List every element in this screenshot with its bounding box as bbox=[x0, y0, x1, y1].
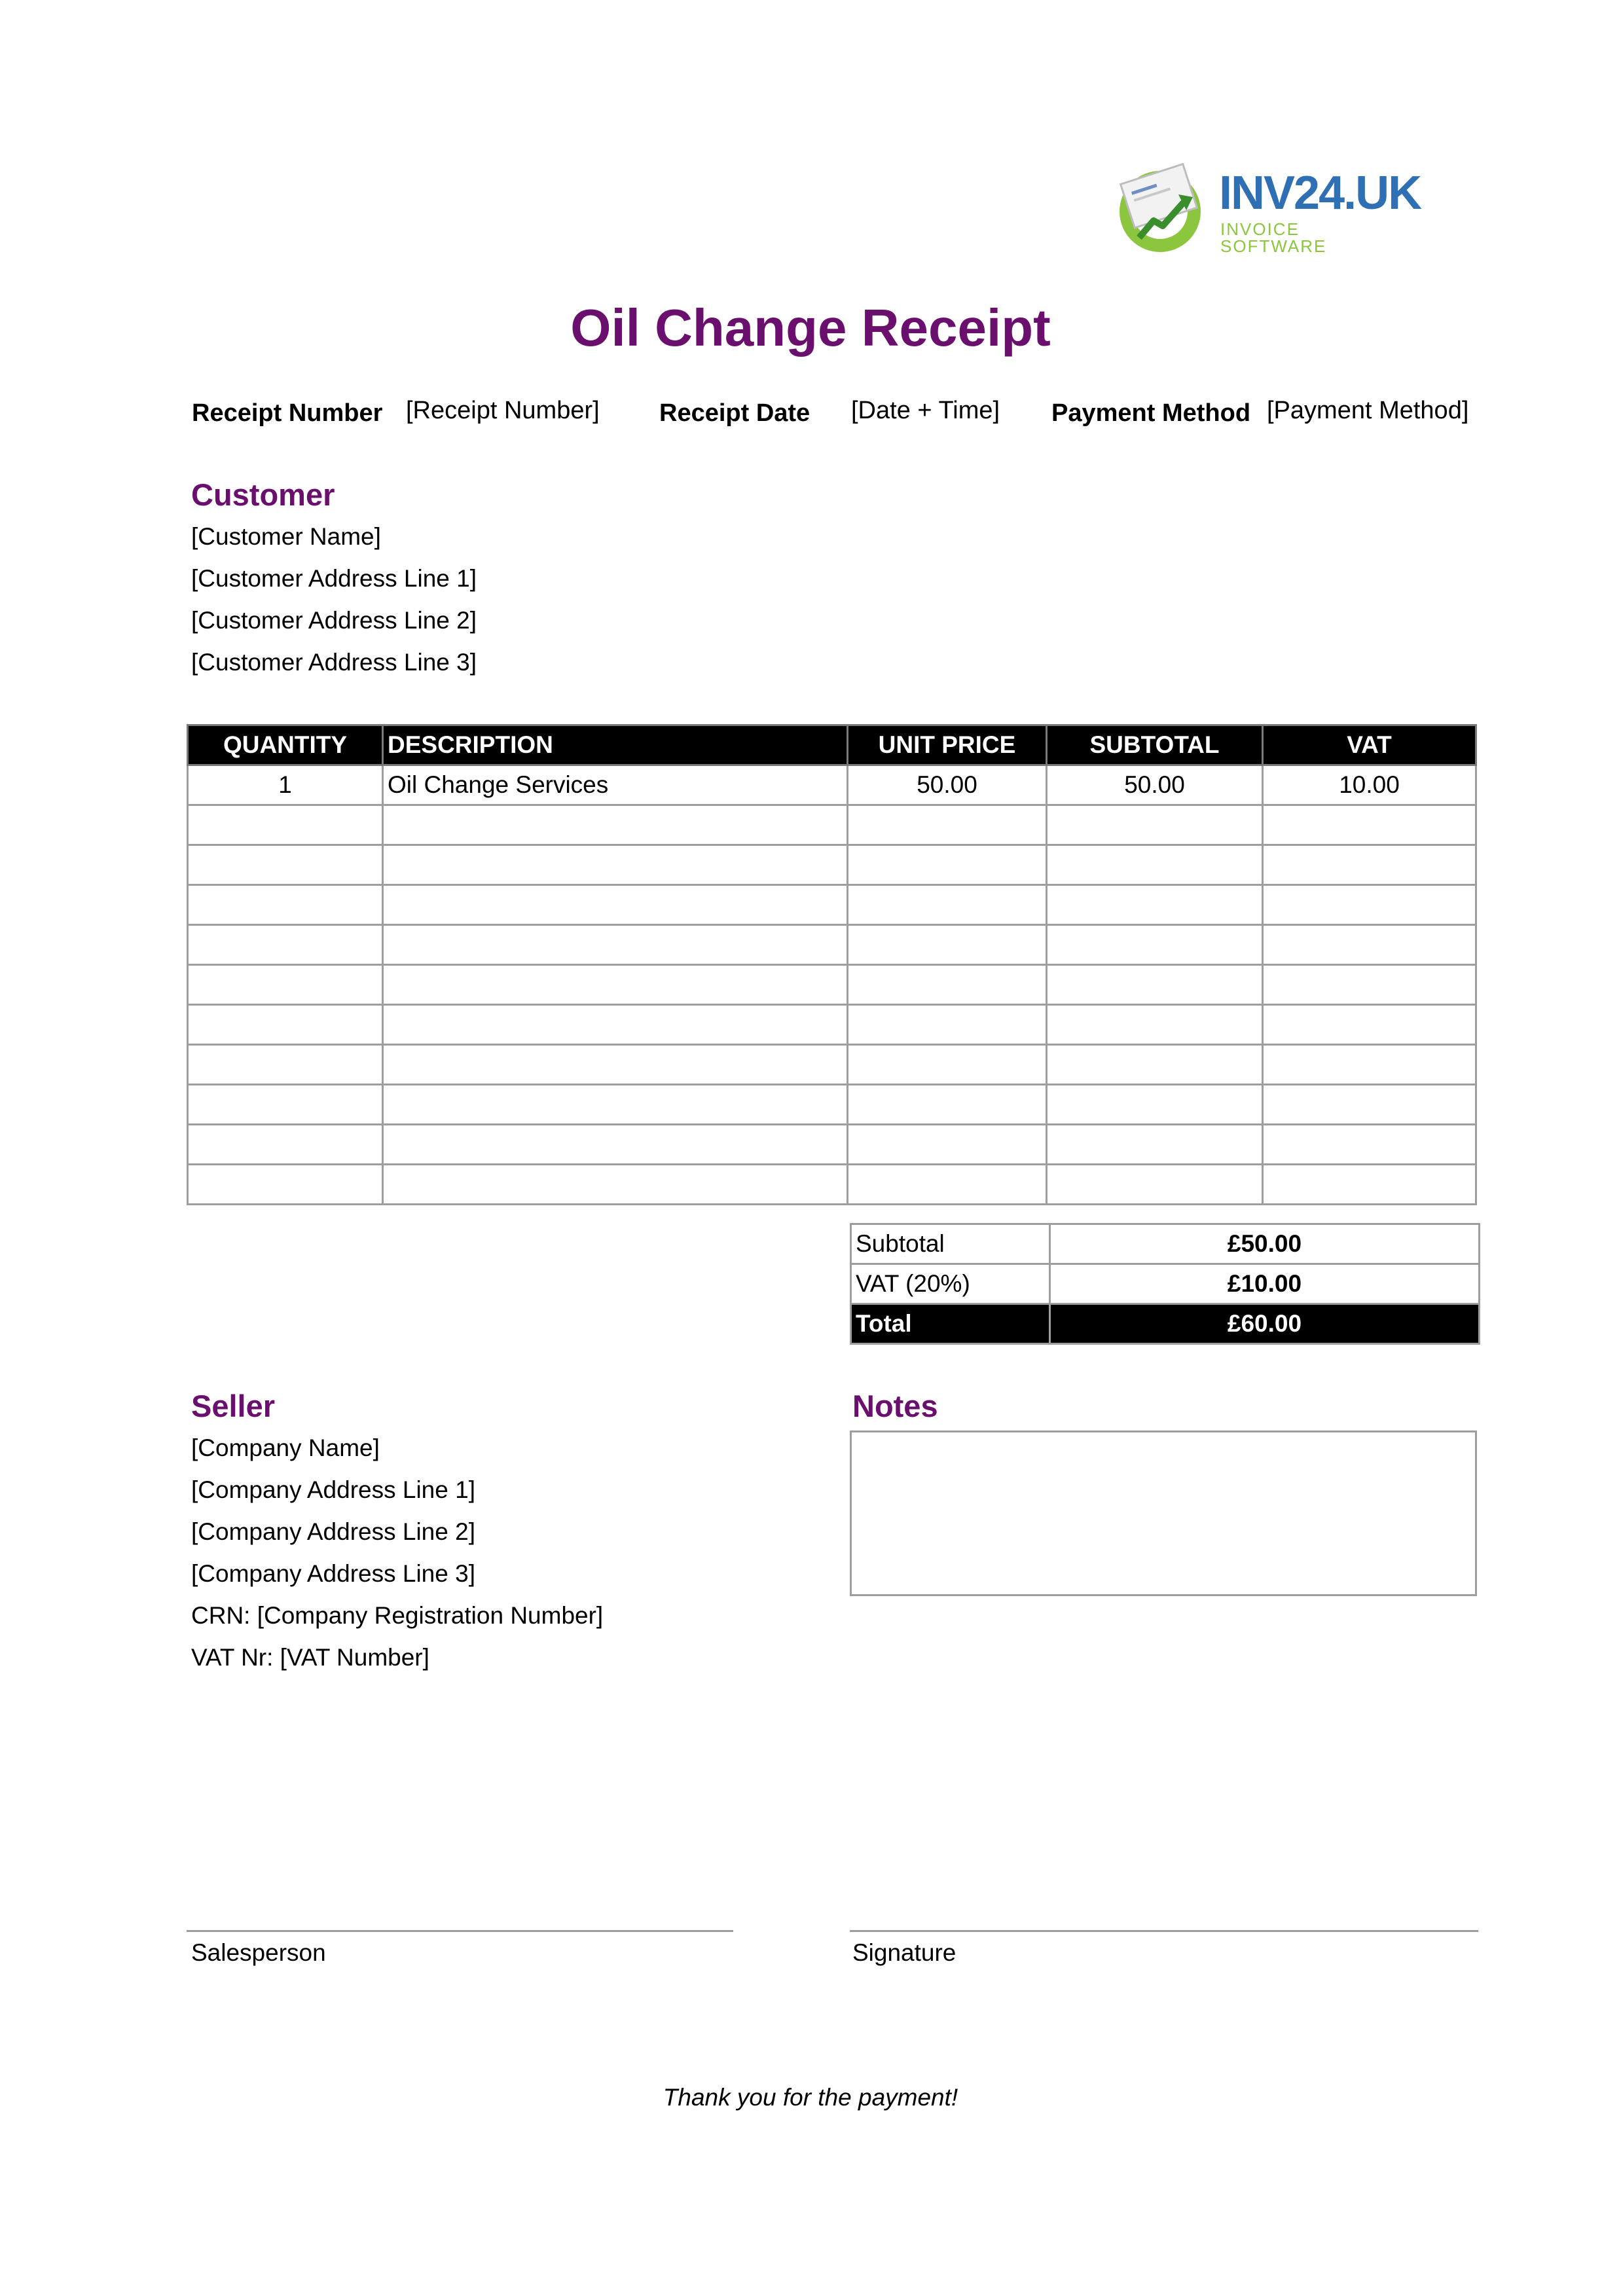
logo-tagline: INVOICE SOFTWARE bbox=[1220, 219, 1327, 256]
seller-address-line-3: [Company Address Line 3] bbox=[191, 1560, 475, 1587]
cell-quantity bbox=[188, 1005, 383, 1045]
signature-label: Signature bbox=[852, 1939, 956, 1966]
table-row bbox=[188, 885, 1476, 925]
payment-method-value: [Payment Method] bbox=[1267, 397, 1469, 424]
notes-heading: Notes bbox=[852, 1389, 938, 1423]
cell-subtotal bbox=[1047, 1045, 1263, 1085]
cell-vat bbox=[1263, 925, 1476, 965]
subtotal-label: Subtotal bbox=[851, 1224, 1050, 1264]
total-row bbox=[851, 1304, 1480, 1344]
seller-block bbox=[191, 1427, 603, 1679]
seller-address-line-2: [Company Address Line 2] bbox=[191, 1518, 475, 1545]
cell-subtotal bbox=[1047, 1165, 1263, 1205]
cell-subtotal bbox=[1047, 1005, 1263, 1045]
receipt-date-label: Receipt Date bbox=[659, 399, 810, 427]
signature-line bbox=[850, 1930, 1478, 1932]
cell-quantity bbox=[188, 845, 383, 885]
table-row bbox=[188, 925, 1476, 965]
totals-table bbox=[850, 1223, 1480, 1345]
notes-box[interactable] bbox=[850, 1430, 1477, 1596]
cell-description bbox=[383, 1045, 848, 1085]
receipt-date-value: [Date + Time] bbox=[851, 397, 1000, 424]
logo-wordmark: INV24.UK bbox=[1219, 167, 1421, 219]
cell-vat bbox=[1263, 1165, 1476, 1205]
subtotal-row bbox=[851, 1224, 1480, 1264]
customer-address-line-2: [Customer Address Line 2] bbox=[191, 607, 477, 634]
vat-value: £10.00 bbox=[1050, 1264, 1480, 1304]
seller-company-name: [Company Name] bbox=[191, 1434, 380, 1461]
column-header-vat: VAT bbox=[1263, 725, 1476, 765]
page-title: Oil Change Receipt bbox=[570, 299, 1051, 357]
cell-description bbox=[383, 965, 848, 1005]
cell-subtotal bbox=[1047, 805, 1263, 845]
total-value: £60.00 bbox=[1050, 1304, 1480, 1344]
cell-subtotal: 50.00 bbox=[1047, 765, 1263, 805]
cell-description bbox=[383, 1005, 848, 1045]
cell-subtotal bbox=[1047, 925, 1263, 965]
cell-quantity bbox=[188, 1125, 383, 1165]
cell-vat bbox=[1263, 1125, 1476, 1165]
customer-address-line-3: [Customer Address Line 3] bbox=[191, 649, 477, 676]
column-header-unit-price: UNIT PRICE bbox=[848, 725, 1047, 765]
cell-quantity bbox=[188, 1165, 383, 1205]
cell-unit-price bbox=[848, 885, 1047, 925]
table-row bbox=[188, 1005, 1476, 1045]
payment-method-label: Payment Method bbox=[1051, 399, 1251, 427]
cell-description bbox=[383, 885, 848, 925]
seller-vat-number: VAT Nr: [VAT Number] bbox=[191, 1644, 429, 1671]
cell-unit-price bbox=[848, 1165, 1047, 1205]
seller-address-line-1: [Company Address Line 1] bbox=[191, 1476, 475, 1503]
cell-quantity bbox=[188, 885, 383, 925]
cell-unit-price bbox=[848, 1045, 1047, 1085]
thank-you-message: Thank you for the payment! bbox=[663, 2084, 958, 2111]
cell-vat bbox=[1263, 1085, 1476, 1125]
cell-vat bbox=[1263, 965, 1476, 1005]
table-row bbox=[188, 1085, 1476, 1125]
table-row bbox=[188, 1045, 1476, 1085]
vat-row bbox=[851, 1264, 1480, 1304]
cell-description bbox=[383, 805, 848, 845]
table-row bbox=[188, 805, 1476, 845]
cell-unit-price: 50.00 bbox=[848, 765, 1047, 805]
total-label: Total bbox=[851, 1304, 1050, 1344]
cell-subtotal bbox=[1047, 845, 1263, 885]
cell-vat bbox=[1263, 1005, 1476, 1045]
cell-unit-price bbox=[848, 805, 1047, 845]
receipt-arrow-icon bbox=[1113, 160, 1211, 259]
cell-vat bbox=[1263, 885, 1476, 925]
column-header-description: DESCRIPTION bbox=[383, 725, 848, 765]
cell-description bbox=[383, 925, 848, 965]
line-items-table bbox=[187, 724, 1477, 1205]
cell-unit-price bbox=[848, 965, 1047, 1005]
receipt-number-label: Receipt Number bbox=[192, 399, 383, 427]
company-logo bbox=[1113, 160, 1421, 259]
table-row bbox=[188, 845, 1476, 885]
cell-description bbox=[383, 1165, 848, 1205]
table-row bbox=[188, 965, 1476, 1005]
cell-subtotal bbox=[1047, 885, 1263, 925]
seller-crn: CRN: [Company Registration Number] bbox=[191, 1602, 604, 1629]
vat-label: VAT (20%) bbox=[851, 1264, 1050, 1304]
table-header-row bbox=[188, 725, 1476, 765]
salesperson-label: Salesperson bbox=[191, 1939, 326, 1966]
table-row bbox=[188, 1165, 1476, 1205]
seller-heading: Seller bbox=[191, 1389, 276, 1423]
cell-description bbox=[383, 1085, 848, 1125]
table-row bbox=[188, 1125, 1476, 1165]
column-header-quantity: QUANTITY bbox=[188, 725, 383, 765]
table-row bbox=[188, 765, 1476, 805]
cell-unit-price bbox=[848, 845, 1047, 885]
cell-quantity bbox=[188, 1045, 383, 1085]
cell-subtotal bbox=[1047, 1085, 1263, 1125]
cell-vat bbox=[1263, 1045, 1476, 1085]
cell-unit-price bbox=[848, 1125, 1047, 1165]
cell-vat bbox=[1263, 805, 1476, 845]
salesperson-line bbox=[187, 1930, 733, 1932]
customer-address-line-1: [Customer Address Line 1] bbox=[191, 565, 477, 592]
subtotal-value: £50.00 bbox=[1050, 1224, 1480, 1264]
cell-quantity bbox=[188, 805, 383, 845]
customer-heading: Customer bbox=[191, 477, 335, 512]
customer-name: [Customer Name] bbox=[191, 523, 381, 550]
cell-subtotal bbox=[1047, 965, 1263, 1005]
cell-vat: 10.00 bbox=[1263, 765, 1476, 805]
cell-quantity: 1 bbox=[188, 765, 383, 805]
cell-unit-price bbox=[848, 925, 1047, 965]
cell-description bbox=[383, 1125, 848, 1165]
receipt-number-value: [Receipt Number] bbox=[406, 397, 600, 424]
cell-quantity bbox=[188, 965, 383, 1005]
cell-quantity bbox=[188, 925, 383, 965]
column-header-subtotal: SUBTOTAL bbox=[1047, 725, 1263, 765]
cell-quantity bbox=[188, 1085, 383, 1125]
cell-vat bbox=[1263, 845, 1476, 885]
cell-unit-price bbox=[848, 1005, 1047, 1045]
customer-block bbox=[191, 516, 477, 683]
cell-subtotal bbox=[1047, 1125, 1263, 1165]
cell-description: Oil Change Services bbox=[383, 765, 848, 805]
cell-description bbox=[383, 845, 848, 885]
cell-unit-price bbox=[848, 1085, 1047, 1125]
